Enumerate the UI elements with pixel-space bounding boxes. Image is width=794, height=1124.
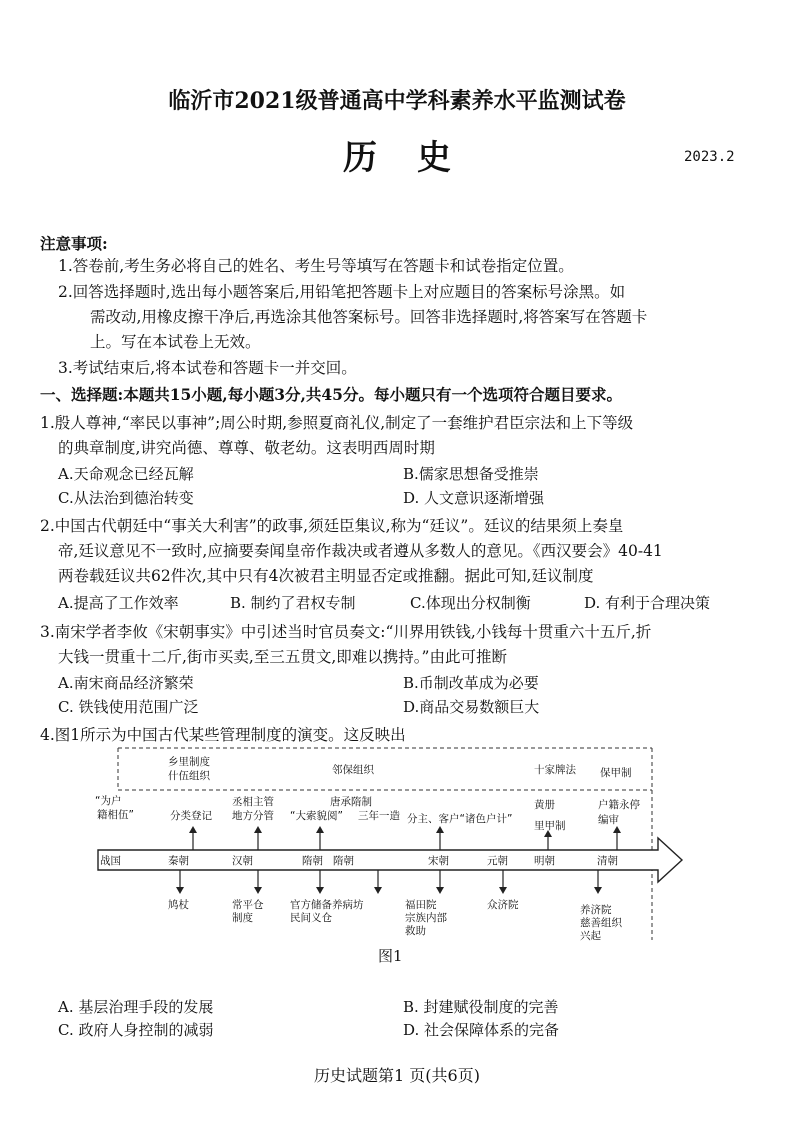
upper-item: 地方分管 (232, 810, 274, 822)
upper-item: 分主、客户“诸色户计” (407, 813, 513, 825)
question-3-option-b[interactable]: B.币制改革成为必要 (403, 674, 539, 692)
dynasty-label: 宋朝 (428, 855, 449, 867)
question-1-line: 1.殷人尊神,“率民以事神”;周公时期,参照夏商礼仪,制定了一套维护君臣宗法和上下等级 (40, 414, 634, 432)
question-4-line: 4.图1所示为中国古代某些管理制度的演变。这反映出 (40, 726, 406, 744)
upper-item: 户籍永停 (598, 799, 640, 811)
lower-item: 鸠杖 (168, 899, 189, 911)
upper-item: “为户 (95, 795, 122, 807)
upper-item: 里甲制 (534, 820, 566, 832)
subject-title: 历史 (343, 138, 491, 178)
question-3-line: 3.南宋学者李攸《宋朝事实》中引述当时官员奏文:“川界用铁钱,小钱每十贯重六十五斤,折 (40, 623, 652, 641)
label-baojia: 保甲制 (600, 767, 632, 779)
question-2-option-d[interactable]: D. 有利于合理决策 (584, 594, 711, 612)
upper-item: 编审 (598, 814, 619, 826)
question-1-option-b[interactable]: B.儒家思想备受推崇 (403, 465, 539, 483)
notice-item: 1.答卷前,考生务必将自己的姓名、考生号等填写在答题卡和试卷指定位置。 (58, 257, 574, 275)
label-shijia: 十家牌法 (534, 764, 576, 776)
lower-item: 养济院 (580, 904, 612, 916)
upper-item: 三年一造 (358, 810, 400, 822)
dynasty-label: 隋朝 (302, 855, 323, 867)
dynasty-label: 明朝 (534, 855, 555, 867)
lower-item: 兴起 (580, 930, 601, 942)
question-4-option-c[interactable]: C. 政府人身控制的减弱 (58, 1021, 214, 1039)
question-3-option-a[interactable]: A.南宋商品经济繁荣 (58, 674, 194, 692)
figure-caption: 图1 (378, 947, 403, 965)
lower-item: 制度 (232, 912, 253, 924)
section-heading: 一、选择题:本题共15小题,每小题3分,共45分。每小题只有一个选项符合题目要求。 (40, 385, 622, 404)
lower-item: 宗族内部 (405, 912, 447, 924)
downward-arrowheads (176, 887, 602, 894)
label-linbao: 邻保组织 (332, 764, 374, 776)
page-footer: 历史试题第1 页(共6页) (314, 1066, 480, 1085)
lower-item: 慈善组织 (580, 917, 622, 929)
lower-item: 救助 (405, 925, 426, 937)
upper-item: “大索貌阅” (290, 810, 343, 822)
upper-item: 丞相主管 (232, 796, 274, 808)
question-1-line: 的典章制度,讲究尚德、尊尊、敬老幼。这表明西周时期 (58, 439, 435, 457)
question-4-option-b[interactable]: B. 封建赋役制度的完善 (403, 998, 559, 1016)
upper-item: 唐承隋制 (330, 796, 372, 808)
upper-item: 籍相伍” (97, 809, 134, 821)
exam-date: 2023.2 (684, 149, 735, 165)
downward-arrows (180, 870, 598, 890)
notice-item: 3.考试结束后,将本试卷和答题卡一并交回。 (58, 359, 357, 377)
question-2-option-c[interactable]: C.体现出分权制衡 (410, 594, 531, 612)
question-2-line: 两卷载廷议共62件次,其中只有4次被君主明显否定或推翻。据此可知,廷议制度 (58, 567, 594, 585)
lower-item: 福田院 (405, 899, 437, 911)
lower-item: 常平仓 (232, 899, 264, 911)
question-3-line: 大钱一贯重十二斤,街市买卖,至三五贯文,即难以携持。”由此可推断 (58, 648, 507, 666)
question-3-option-d[interactable]: D.商品交易数额巨大 (403, 698, 540, 716)
dynasty-label: 元朝 (487, 855, 508, 867)
notice-heading: 注意事项: (40, 234, 108, 253)
dynasty-label: 隋朝 (333, 855, 354, 867)
notice-item: 需改动,用橡皮擦干净后,再选涂其他答案标号。回答非选择题时,将答案写在答题卡 (90, 308, 648, 326)
upper-item: 分类登记 (170, 810, 212, 822)
notice-item: 上。写在本试卷上无效。 (90, 333, 261, 351)
lower-item: 民间义仓 (290, 912, 332, 924)
exam-title: 临沂市2021级普通高中学科素养水平监测试卷 (168, 88, 626, 114)
question-4-option-a[interactable]: A. 基层治理手段的发展 (58, 998, 214, 1016)
question-2-option-b[interactable]: B. 制约了君权专制 (230, 594, 356, 612)
question-2-line: 帝,廷议意见不一致时,应摘要奏闻皇帝作裁决或者遵从多数人的意见。《西汉要会》40-41 (58, 542, 663, 560)
question-2-option-a[interactable]: A.提高了工作效率 (58, 594, 179, 612)
notice-item: 2.回答选择题时,选出每小题答案后,用铅笔把答题卡上对应题目的答案标号涂黑。如 (58, 283, 626, 301)
question-3-option-c[interactable]: C. 铁钱使用范围广泛 (58, 698, 199, 716)
lower-item: 众济院 (487, 899, 519, 911)
question-1-option-d[interactable]: D. 人文意识逐渐增强 (403, 489, 545, 507)
dynasty-label: 清朝 (597, 855, 618, 867)
question-4-option-d[interactable]: D. 社会保障体系的完备 (403, 1021, 560, 1039)
lower-item: 官方储备养病坊 (290, 899, 364, 911)
dynasty-label: 战国 (100, 855, 121, 867)
upper-item: 黄册 (534, 799, 555, 811)
label-xiangli-1: 乡里制度 (168, 756, 210, 768)
question-1-option-a[interactable]: A.天命观念已经瓦解 (58, 465, 194, 483)
dynasty-label: 汉朝 (232, 855, 253, 867)
question-1-option-c[interactable]: C.从法治到德治转变 (58, 489, 194, 507)
dynasty-label: 秦朝 (168, 855, 189, 867)
label-xiangli-2: 什伍组织 (168, 770, 210, 782)
question-2-line: 2.中国古代朝廷中“事关大利害”的政事,须廷臣集议,称为“廷议”。廷议的结果须上奏皇 (40, 517, 624, 535)
